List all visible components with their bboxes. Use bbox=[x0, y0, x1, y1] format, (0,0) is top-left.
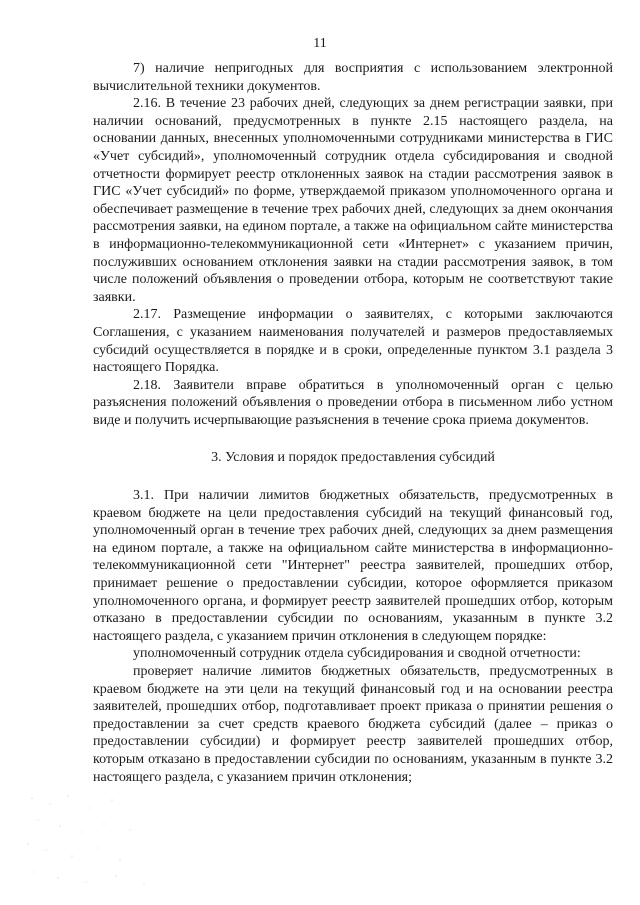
paragraph-2-16: 2.16. В течение 23 рабочих дней, следующих за днем регистрации заявки, при наличии оснований, предусмотренных в пункте 2.15 настоящего раздела, на основании данных, внесенных уполномоченными сотрудниками министерства в ГИС «Учет субсидий», уполномоченный сотрудник отдела субсидирования и сводной отчетности формирует реестр отклоненных заявок на стадии рассмотрения заявок в ГИС «Учет субсидий» по форме, утверждаемой приказом уполномоченного органа и обеспечивает размещение в течение трех рабочих дней, следующих за днем окончания рассмотрения заявки, на едином портале, а также на официальном сайте министерства в информационно-телекоммуникационной сети «Интернет» с указанием причин, послуживших основанием отклонения заявки на стадии рассмотрения заявок, в том числе положений объявления о проведении отбора, которым не соответствуют такие заявки. bbox=[93, 96, 613, 305]
paragraph-responsible-officer: уполномоченный сотрудник отдела субсидирования и сводной отчетности: bbox=[133, 646, 581, 662]
paragraph-2-17: 2.17. Размещение информации о заявителях, с которыми заключаются Соглашения, с указанием наименования получателей и размеров предоставляемых субсидий осуществляется в порядке и в сроки, определенные пунктом 3.1 раздела 3 настоящего Порядка. bbox=[93, 307, 613, 376]
scan-noise-decoration bbox=[20, 790, 160, 890]
paragraph-item-7: 7) наличие непригодных для восприятия с использованием электронной вычислительной техники документов. bbox=[93, 61, 613, 94]
paragraph-2-18: 2.18. Заявители вправе обратиться в уполномоченный орган с целью разъяснения положений объявления о проведении отбора в письменном либо устном виде и получить исчерпывающие разъяснения в течение срока приема документов. bbox=[93, 377, 613, 428]
paragraph-checks-limits: проверяет наличие лимитов бюджетных обязательств, предусмотренных в краевом бюджете на эти цели на текущий финансовый год и на основании реестра заявителей, прошедших отбор, подготавливает проект приказа о принятии решения о предоставлении за счет средств краевого бюджета субсидий (далее – приказ о предоставлении субсидии) и формирует реестр заявителей прошедших отбор, которым отказано в предоставлении субсидии по основаниям, указанным в пункте 3.2 настоящего раздела, с указанием причин отклонения; bbox=[93, 664, 613, 785]
paragraph-3-1: 3.1. При наличии лимитов бюджетных обязательств, предусмотренных в краевом бюджете на цели предоставления субсидий на текущий финансовый год, уполномоченный орган в течение трех рабочих дней, следующих за днем размещения на едином портале, а также на официальном сайте министерства в информационно-телекоммуникационной сети "Интернет" реестра заявителей, прошедших отбор, принимает решение о предоставлении субсидии, которое оформляется приказом уполномоченного органа, и формирует реестр заявителей прошедших отбор, которым отказано в предоставлении субсидии по основаниям, указанным в пункте 3.2 настоящего раздела, с указанием причин отклонения в следующем порядке: bbox=[93, 488, 613, 644]
page-number: 11 bbox=[313, 36, 327, 51]
section-heading: 3. Условия и порядок предоставления субсидий bbox=[211, 450, 495, 466]
document-body bbox=[93, 60, 613, 786]
